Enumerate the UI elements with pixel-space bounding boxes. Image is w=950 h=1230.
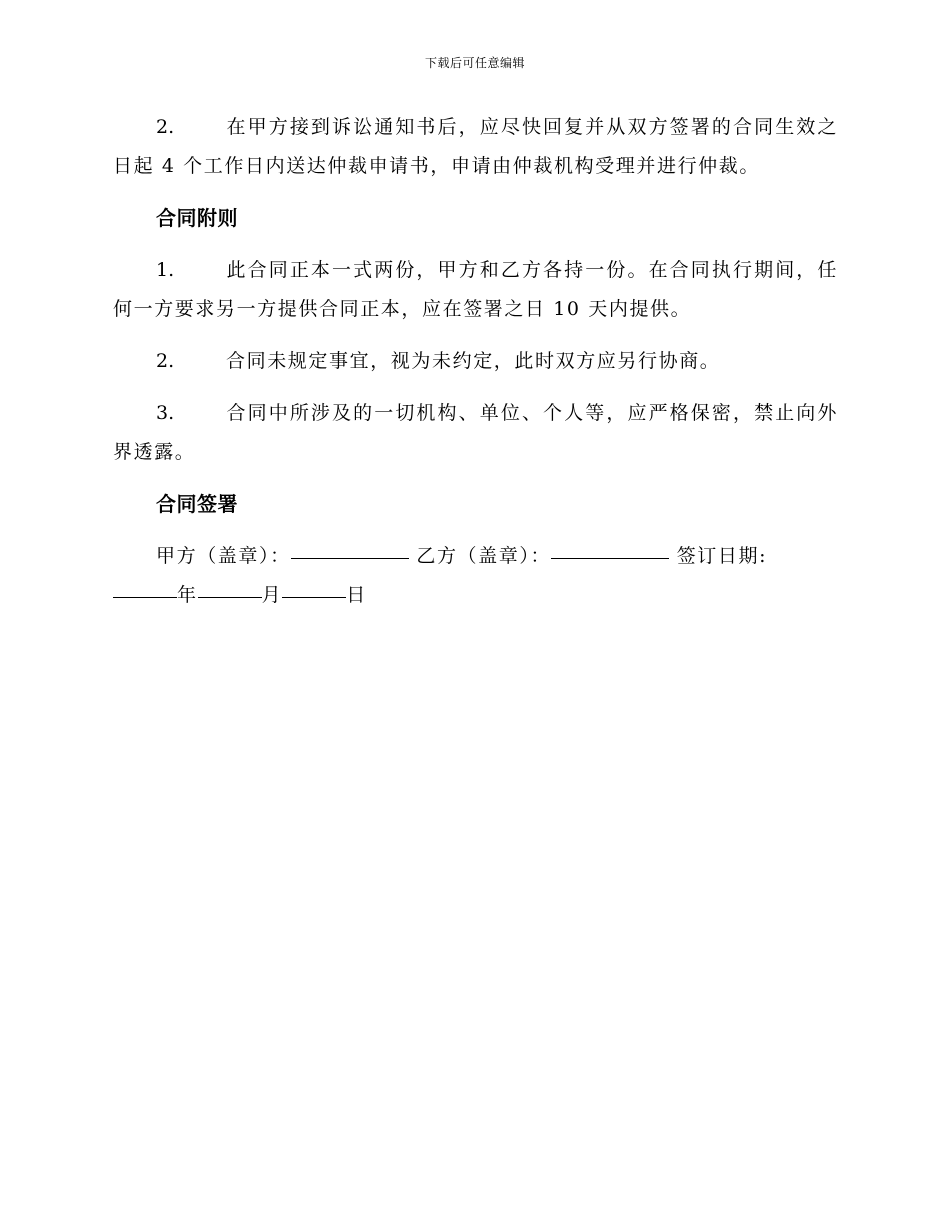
item-text: 此合同正本一式两份，甲方和乙方各持一份。在合同执行期间，任何一方要求另一方提供合同正本，应在签署之日 10 天内提供。 (113, 259, 838, 320)
signing-block (113, 537, 838, 615)
supplementary-item-3 (113, 394, 838, 472)
supplementary-heading: 合同附则 (156, 206, 238, 230)
item-number: 2. (156, 116, 175, 138)
party-a-label: 甲方（盖章）： (156, 545, 291, 567)
month-blank[interactable] (198, 596, 262, 598)
item-text: 在甲方接到诉讼通知书后，应尽快回复并从双方签署的合同生效之日起 4 个工作日内送达仲裁申请书，申请由仲裁机构受理并进行仲裁。 (113, 116, 838, 177)
document-body (113, 108, 838, 615)
item-text: 合同未规定事宜，视为未约定，此时双方应另行协商。 (226, 350, 721, 372)
party-b-signature-blank[interactable] (551, 557, 669, 559)
arbitration-item-2 (113, 108, 838, 186)
day-blank[interactable] (282, 596, 346, 598)
item-number: 1. (156, 259, 175, 281)
item-text: 合同中所涉及的一切机构、单位、个人等，应严格保密，禁止向外界透露。 (113, 402, 838, 463)
supplementary-item-2 (113, 342, 838, 381)
signing-heading: 合同签署 (156, 492, 238, 516)
year-label: 年 (177, 584, 198, 606)
supplementary-item-1 (113, 251, 838, 329)
party-b-label: 乙方（盖章）： (416, 545, 552, 567)
month-label: 月 (261, 584, 283, 606)
party-a-signature-blank[interactable] (291, 557, 409, 559)
item-number: 2. (156, 350, 175, 372)
year-blank[interactable] (113, 596, 177, 598)
day-label: 日 (346, 584, 367, 606)
item-number: 3. (156, 402, 175, 424)
page-header: 下载后可任意编辑 (424, 56, 525, 70)
date-label: 签订日期: (676, 545, 768, 567)
